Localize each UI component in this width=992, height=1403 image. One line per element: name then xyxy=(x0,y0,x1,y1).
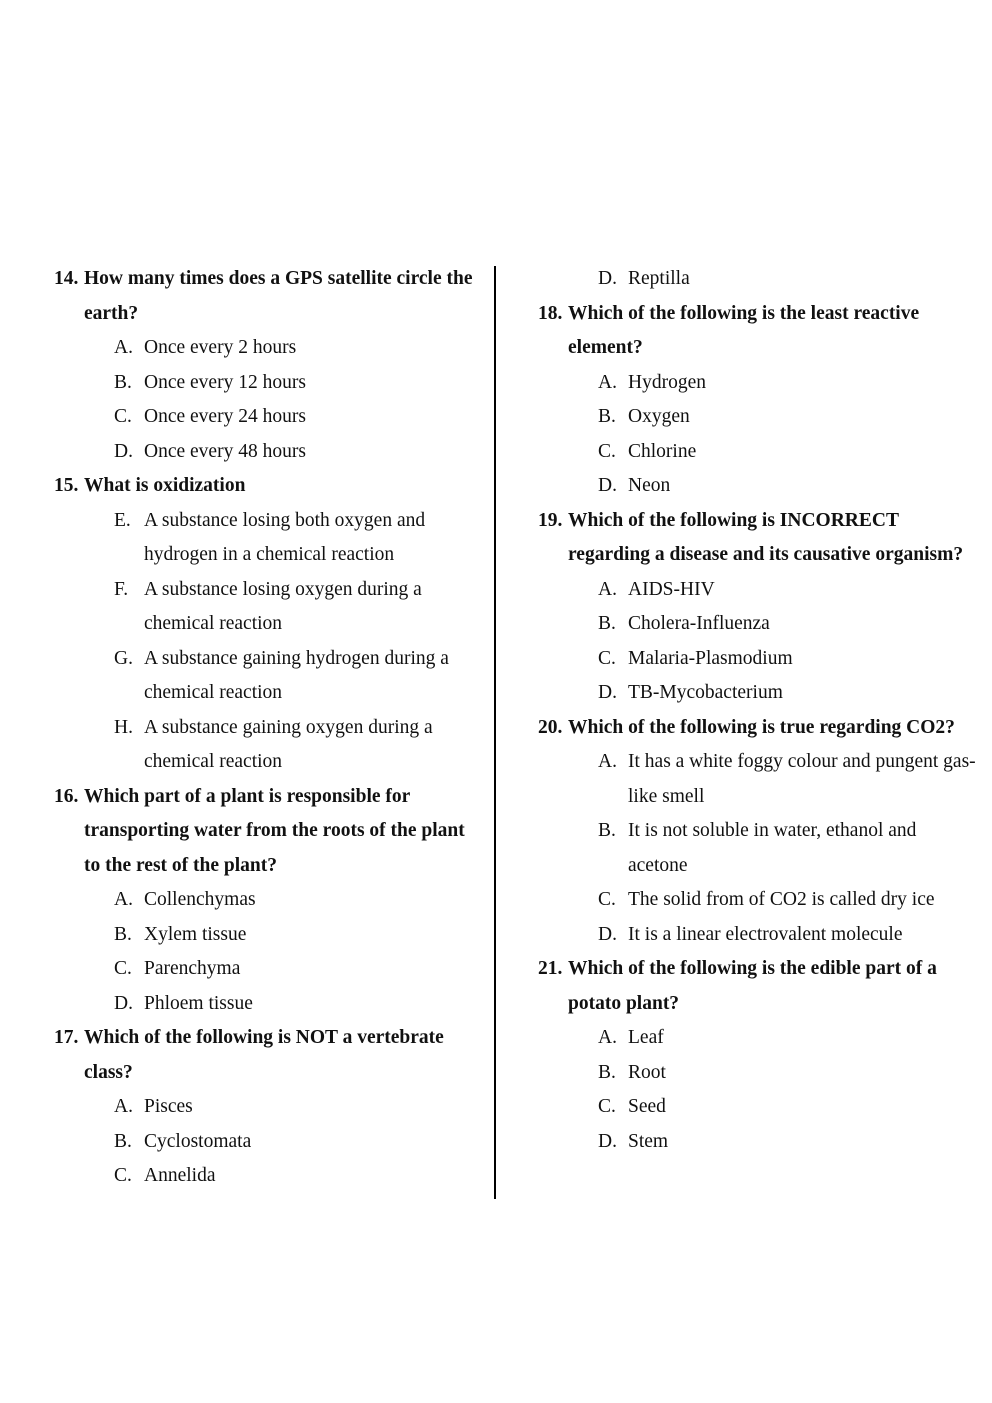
question-number: 15. xyxy=(54,475,79,496)
option xyxy=(538,745,978,814)
question-text: 20. Which of the following is true regarding CO2? xyxy=(538,711,978,746)
question-text: 14. How many times does a GPS satellite circle the earth? xyxy=(54,262,484,331)
option-letter: D. xyxy=(114,992,133,1014)
option xyxy=(54,987,484,1022)
question-16 xyxy=(54,780,484,1022)
option-text: A substance losing oxygen during a chemical reaction xyxy=(144,578,422,634)
option xyxy=(54,952,484,987)
option-text: Chlorine xyxy=(628,440,697,462)
option xyxy=(538,814,978,883)
option xyxy=(54,400,484,435)
option xyxy=(54,504,484,573)
option-letter: H. xyxy=(114,716,133,738)
option-letter: A. xyxy=(598,1027,617,1048)
option xyxy=(538,607,978,642)
option xyxy=(538,1125,978,1160)
option xyxy=(54,1159,484,1194)
option-letter: G. xyxy=(114,647,133,669)
question-number: 14. xyxy=(54,268,79,289)
option-letter: C. xyxy=(598,889,616,910)
question-number: 21. xyxy=(538,958,563,979)
option-text: A substance gaining oxygen during a chemical reaction xyxy=(144,716,433,772)
option-letter: B. xyxy=(114,371,132,393)
option-text: Stem xyxy=(628,1130,669,1152)
option-text: Once every 48 hours xyxy=(144,440,306,462)
option-letter: C. xyxy=(598,647,616,669)
question-text: 19. Which of the following is INCORRECT regarding a disease and its causative organism? xyxy=(538,504,978,573)
option-letter: B. xyxy=(114,923,132,945)
option-letter: B. xyxy=(598,820,616,841)
option xyxy=(538,676,978,711)
column-divider xyxy=(494,266,496,1199)
option-letter: B. xyxy=(598,1061,616,1083)
option xyxy=(538,883,978,918)
option-text: A substance gaining hydrogen during a chemical reaction xyxy=(144,647,449,703)
left-column xyxy=(54,262,484,1194)
option-text: Reptilla xyxy=(628,268,690,289)
option xyxy=(54,573,484,642)
option xyxy=(538,469,978,504)
option-letter: B. xyxy=(114,1130,132,1152)
option xyxy=(54,1125,484,1160)
option-text: A substance losing both oxygen and hydrogen in a chemical reaction xyxy=(144,509,426,565)
question-14 xyxy=(54,262,484,469)
option-text: AIDS-HIV xyxy=(628,578,715,600)
option xyxy=(538,400,978,435)
option-letter: D. xyxy=(598,682,617,703)
option-text: It has a white foggy colour and pungent gas-like smell xyxy=(628,751,976,807)
option-letter: C. xyxy=(114,958,132,979)
option-letter: D. xyxy=(598,1130,617,1152)
question-number: 18. xyxy=(538,302,563,324)
question-text: 15. What is oxidization xyxy=(54,469,484,504)
option-text: Root xyxy=(628,1061,666,1083)
question-17 xyxy=(54,1021,484,1194)
question-text: 21. Which of the following is the edible part of a potato plant? xyxy=(538,952,978,1021)
option-text: Cyclostomata xyxy=(144,1130,252,1152)
option xyxy=(538,1090,978,1125)
option xyxy=(54,711,484,780)
option-letter: C. xyxy=(598,440,616,462)
option-text: Seed xyxy=(628,1096,666,1117)
question-19 xyxy=(538,504,978,711)
question-15 xyxy=(54,469,484,780)
option xyxy=(538,642,978,677)
option xyxy=(54,883,484,918)
option-letter: D. xyxy=(598,923,617,945)
option-letter: A. xyxy=(114,889,133,910)
question-20 xyxy=(538,711,978,953)
option xyxy=(538,573,978,608)
option-letter: C. xyxy=(114,1165,132,1186)
option xyxy=(538,366,978,401)
right-column xyxy=(538,262,978,1159)
option-text: The solid from of CO2 is called dry ice xyxy=(628,889,935,910)
option-text: Cholera-Influenza xyxy=(628,613,770,634)
option-letter: A. xyxy=(598,751,617,772)
option-text: Parenchyma xyxy=(144,958,241,979)
option-text: Neon xyxy=(628,475,671,496)
question-number: 20. xyxy=(538,716,563,738)
option-text: Once every 12 hours xyxy=(144,371,306,393)
option-letter: C. xyxy=(598,1096,616,1117)
option-letter: A. xyxy=(114,1096,133,1117)
question-number: 16. xyxy=(54,785,79,807)
option xyxy=(538,262,978,297)
question-text: 18. Which of the following is the least reactive element? xyxy=(538,297,978,366)
option-text: Collenchymas xyxy=(144,889,256,910)
option xyxy=(54,366,484,401)
option-text: Pisces xyxy=(144,1096,193,1117)
option-text: Leaf xyxy=(628,1027,664,1048)
option-letter: B. xyxy=(598,406,616,427)
option-letter: A. xyxy=(598,578,617,600)
option-letter: B. xyxy=(598,613,616,634)
option-letter: A. xyxy=(598,371,617,393)
option-text: It is a linear electrovalent molecule xyxy=(628,923,903,945)
question-18 xyxy=(538,297,978,504)
question-number: 19. xyxy=(538,509,563,531)
option xyxy=(54,331,484,366)
option-text: Hydrogen xyxy=(628,371,706,393)
option-letter: A. xyxy=(114,337,133,358)
option-text: Oxygen xyxy=(628,406,690,427)
option-text: It is not soluble in water, ethanol and acetone xyxy=(628,820,917,876)
option xyxy=(54,642,484,711)
option-text: Once every 24 hours xyxy=(144,406,306,427)
option-text: Malaria-Plasmodium xyxy=(628,647,793,669)
option-letter: C. xyxy=(114,406,132,427)
option xyxy=(538,1056,978,1091)
option xyxy=(54,918,484,953)
question-21 xyxy=(538,952,978,1159)
option xyxy=(538,435,978,470)
option-letter: D. xyxy=(598,475,617,496)
option-text: Phloem tissue xyxy=(144,992,253,1014)
option xyxy=(538,1021,978,1056)
option-letter: D. xyxy=(598,268,617,289)
option xyxy=(54,1090,484,1125)
option-letter: E. xyxy=(114,509,131,531)
option-text: TB-Mycobacterium xyxy=(628,682,783,703)
option-text: Once every 2 hours xyxy=(144,337,297,358)
option xyxy=(54,435,484,470)
question-number: 17. xyxy=(54,1027,79,1048)
question-text: 17. Which of the following is NOT a vertebrate class? xyxy=(54,1021,484,1090)
question-17-continued xyxy=(538,262,978,297)
option-letter: F. xyxy=(114,578,129,600)
option xyxy=(538,918,978,953)
option-letter: D. xyxy=(114,440,133,462)
option-text: Xylem tissue xyxy=(144,923,247,945)
question-text: 16. Which part of a plant is responsible for transporting water from the roots of the plant to the rest of the plant? xyxy=(54,780,484,884)
option-text: Annelida xyxy=(144,1165,216,1186)
